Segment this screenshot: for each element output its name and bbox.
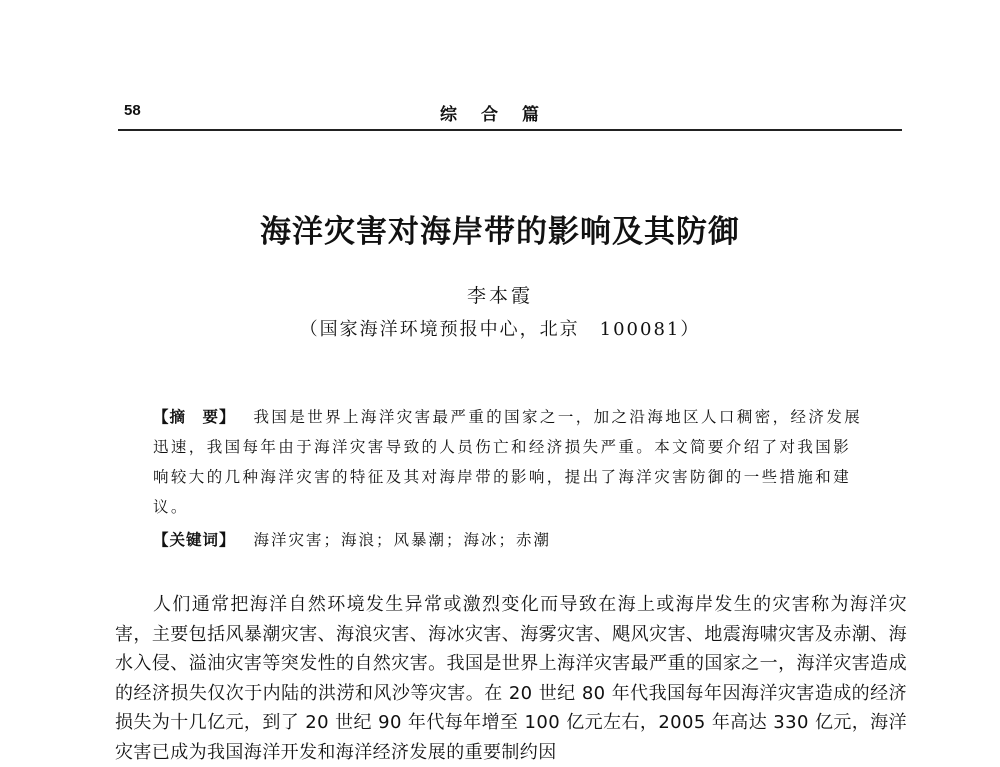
- article-title: 海洋灾害对海岸带的影响及其防御: [260, 214, 740, 250]
- article-affiliation: （国家海洋环境预报中心，北京 100081）: [299, 319, 701, 340]
- abstract-label: 【摘 要】: [153, 408, 236, 426]
- page-number: 58: [124, 102, 141, 119]
- section-header: 综合篇: [440, 105, 563, 125]
- abstract: [153, 402, 868, 522]
- keywords: [153, 528, 868, 550]
- keywords-text: 海洋灾害；海浪；风暴潮；海冰；赤潮: [253, 531, 552, 549]
- abstract-text: 我国是世界上海洋灾害最严重的国家之一，加之沿海地区人口稠密，经济发展迅速，我国每年由于海洋灾害导致的人员伤亡和经济损失严重。本文简要介绍了对我国影响较大的几种海洋灾害的特征及其对海岸带的影响，提出了海洋灾害防御的一些措施和建议。: [153, 408, 863, 516]
- keywords-label: 【关键词】: [153, 531, 236, 549]
- article-author: 李本霞: [466, 285, 533, 307]
- body-paragraph: 人们通常把海洋自然环境发生异常或激烈变化而导致在海上或海岸发生的灾害称为海洋灾害，主要包括风暴潮灾害、海浪灾害、海冰灾害、海雾灾害、飓风灾害、地震海啸灾害及赤潮、海水入侵、溢油灾害等突发性的自然灾害。我国是世界上海洋灾害最严重的国家之一，海洋灾害造成的经济损失仅次于内陆的洪涝和风沙等灾害。在 20 世纪 80 年代我国每年因海洋灾害造成的经济损失为十几亿元，到了 20 世纪 90 年代每年增至 100 亿元左右，2005 年高达 330 亿元，海洋灾害已成为我国海洋开发和海洋经济发展的重要制约因: [115, 594, 907, 763]
- header-rule: [118, 129, 902, 131]
